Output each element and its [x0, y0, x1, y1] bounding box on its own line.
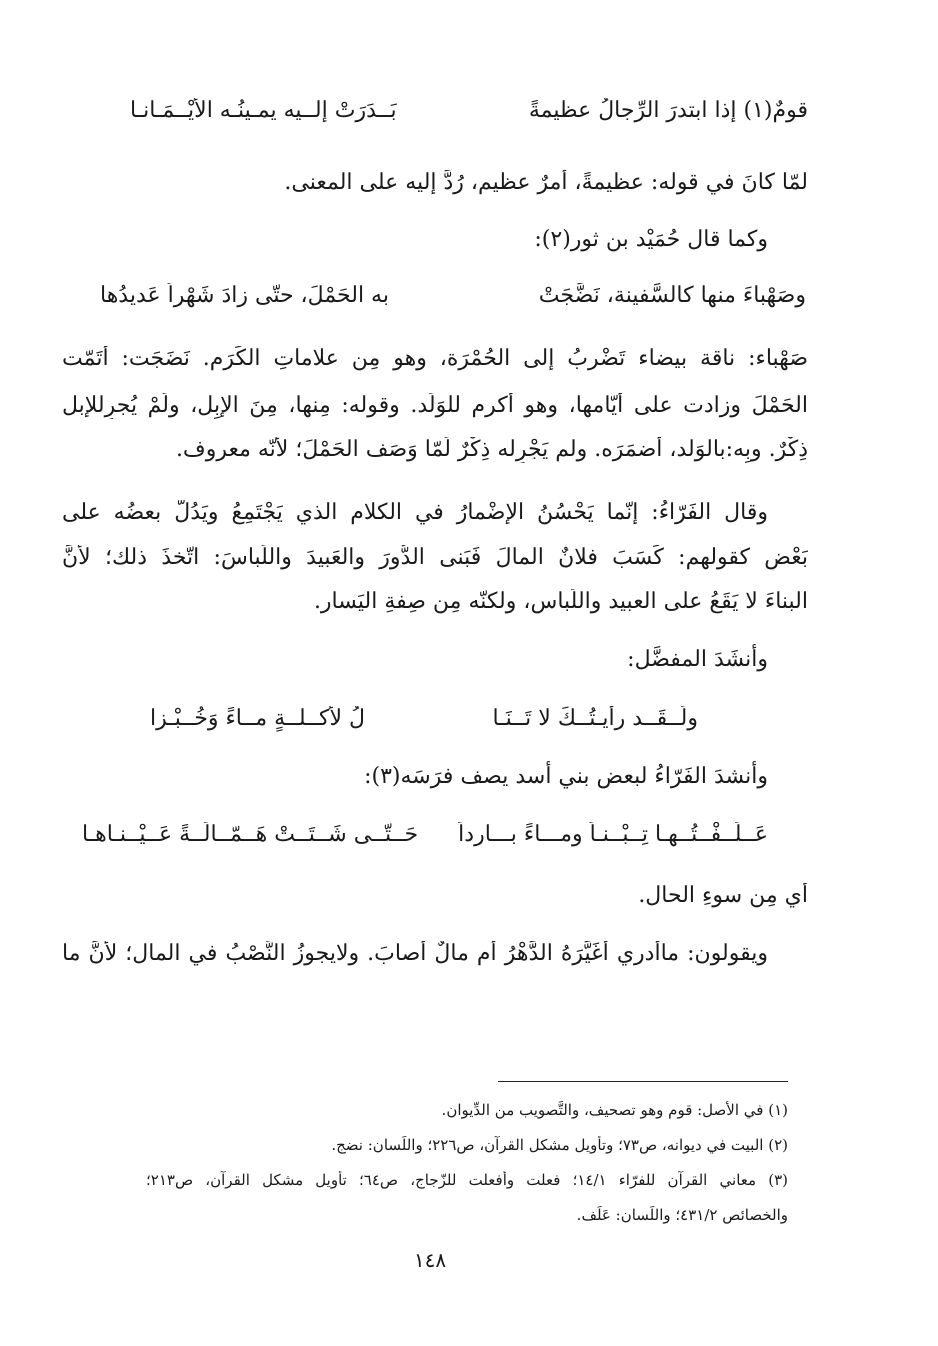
verse-first-hemistich: قومٌ(١) إذا ابتدرَ الرِّجالُ عظيمةً — [528, 98, 808, 123]
verse-second-hemistich: بَــدَرَتْ إلــيه يمـينُـه الأيْــمَـانـا — [130, 98, 397, 123]
paragraph-line: لمّا كانَ في قوله: عظيمةً، أمرٌ عظيم، رُدَّ إليه على المعنى. — [284, 170, 808, 195]
footnote: (٣) معاني القرآن للفرّاء ١٤/١؛ فعلت وأفعلت للزّجاج، ص٦٤؛ تأويل مشكل القرآن، ص٢١٣؛ — [146, 1171, 788, 1189]
paragraph-line: أي مِن سوءِ الحال. — [638, 883, 808, 908]
footnote: والخصائص ٤٣١/٢؛ واللِّسان: عَلَف. — [576, 1206, 788, 1224]
verse-line — [82, 822, 768, 854]
verse-line — [130, 98, 808, 130]
verse-first-hemistich: ولَــقَــد رأيـتُــكَ لا تَــنَـا — [492, 706, 698, 731]
verse-intro: وأنشدَ الفَرّاءُ لبعض بني أسد يصف فرَسَه(٣): — [364, 764, 768, 789]
verse-line — [150, 706, 698, 738]
verse-second-hemistich: لُ لأكــلــةٍ مــاءً وَخُــبْـزا — [150, 706, 366, 731]
footnote-separator — [498, 1081, 788, 1082]
paragraph-line: ويقولون: ماأدري أغَيَّرَهُ الدَّهْرُ أم مالٌ أصابَ. ولايجوزُ النَّصْبُ في المال؛ لأنَّ ما — [62, 941, 768, 966]
verse-first-hemistich: وصَهْباءَ منها كالسَّفينة، نَضَّجَتْ — [538, 283, 806, 308]
paragraph-line: الحَمْلَ وزادت على أيّامها، وهو أكرم للوَلَد. وقوله: مِنها، مِنَ الإبِل، ولَمْ يُجرِللإبل — [62, 393, 808, 418]
verse-intro: وأنشَدَ المفضَّل: — [627, 647, 768, 672]
page-number: ١٤٨ — [413, 1248, 447, 1272]
paragraph-line: وقال الفَرّاءُ: إنّما يَحْسُنُ الإضْمارُ في الكلام الذي يَجْتَمِعُ ويَدُلُّ بعضُه على — [62, 500, 768, 525]
verse-line — [100, 283, 806, 315]
paragraph-line: صَهْباء: ناقة بيضاء تَضْربُ إلى الحُمْرَة، وهو مِن علاماتِ الكَرَم. نَضَجَت: أتَمّت — [62, 346, 808, 371]
paragraph-line: البناءَ لا يَقَعُ على العبيد واللِّباس، ولكنّه مِن صِفةِ اليَسار. — [313, 589, 808, 614]
paragraph-line: بَعْضٍ كقولهم: كَسَبَ فلانٌ المالَ فَبَنى الدُّورَ والعَبيدَ واللِّباسَ: اتّخذَ ذلك؛ لأنَّ — [62, 545, 808, 570]
verse-intro: وكما قال حُمَيْد بن ثور(٢): — [534, 227, 768, 252]
paragraph-line: ذِكْرٌ. وبِه:بالوَلد، أضمَرَه. ولم يَجْرِله ذِكْرٌ لَمّا وَصَف الحَمْلَ؛ لأنّه معروف. — [175, 437, 808, 462]
verse-second-hemistich: به الحَمْلَ، حتّى زادَ شَهْراً عَديدُها — [100, 283, 389, 308]
footnote: (١) في الأصل: قوم وهو تصحيف، والتَّصويب من الدِّيوان. — [441, 1101, 788, 1119]
footnote: (٢) البيت في ديوانه، ص٧٣؛ وتأويل مشكل القرآن، ص٢٢٦؛ واللِّسان: نضج. — [331, 1136, 788, 1154]
verse-first-hemistich: عَــلَــفْــتُــهـا تِــبْــنـاً ومـــاءً بـــارداً — [458, 822, 768, 847]
verse-second-hemistich: حَــتّــى شَــتَــتْ هَــمّــالَــةً عَــيْــنـاهـا — [82, 822, 419, 847]
